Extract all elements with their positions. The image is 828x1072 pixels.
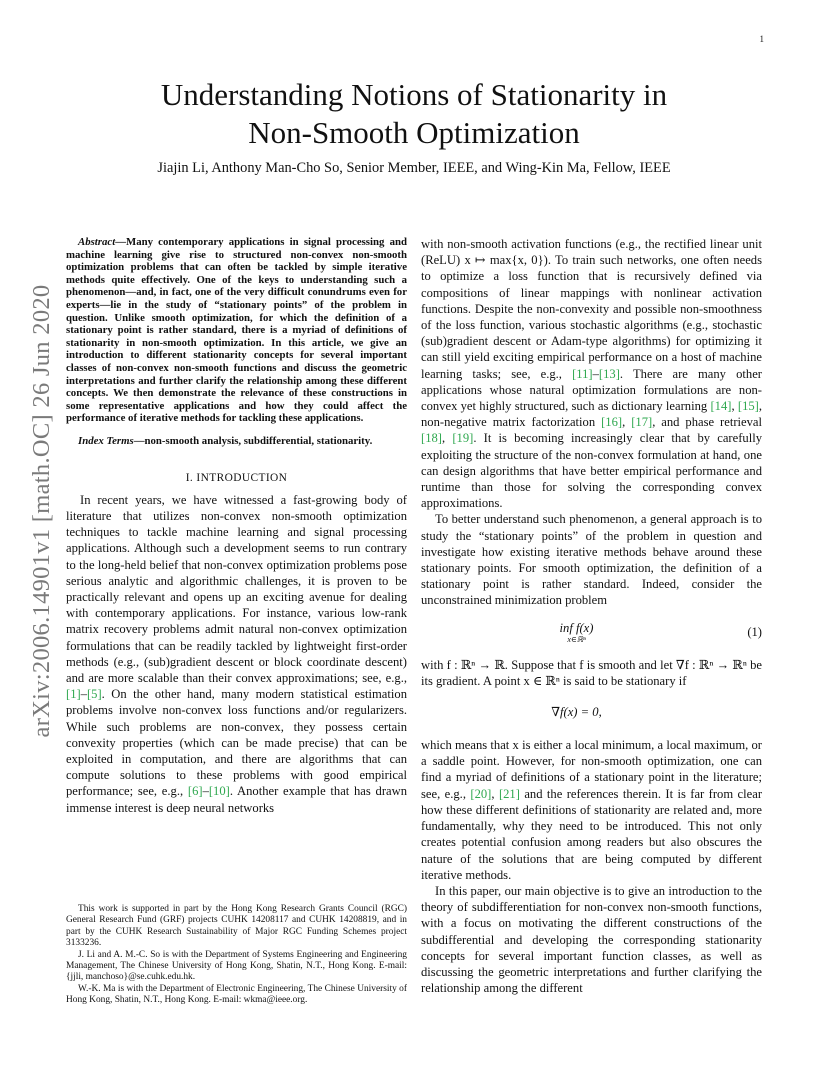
citation-link[interactable]: [10] xyxy=(208,784,230,799)
page-number: 1 xyxy=(759,34,764,44)
body-text: , and phase retrieval xyxy=(652,415,763,430)
body-paragraph: To better understand such phenomenon, a general approach is to study the “stationary points” of the problem in question and investigate how existing iterative methods behave around these stationary points. For smooth optimization, the definition of a stationary point is rather standard. Indeed, consider the unconstrained minimization problem xyxy=(421,512,762,608)
body-text: . It is becoming increasingly clear that by carefully exploiting the structure of the non-convex formulation at hand, one can design algorithms that have better empirical performance and runtime than those for solving the corresponding convex approximations. xyxy=(421,431,763,511)
intro-text: . Another example that has drawn immense interest is deep neural networks xyxy=(66,784,407,815)
equation-text: inf f(x) xyxy=(559,620,594,635)
citation-link[interactable]: [21] xyxy=(498,786,520,801)
index-terms xyxy=(66,435,407,448)
arxiv-stamp xyxy=(22,276,62,746)
arxiv-stamp-text: arXiv:2006.14901v1 [math.OC] 26 Jun 2020 xyxy=(28,284,55,738)
body-paragraph xyxy=(421,737,762,883)
citation-link[interactable]: [18] xyxy=(421,431,442,446)
footnote-funding: This work is supported in part by the Hong Kong Research Grants Council (RGC) General Research Fund (GRF) projects CUHK 14208117 and CUHK 14208819, and in part by the CUHK Research Sustainability of Major RGC Funding Schemes project 3133236. xyxy=(66,904,407,949)
abstract-lead: Abstract xyxy=(78,236,116,248)
citation-link[interactable]: [15] xyxy=(737,399,759,414)
footnotes xyxy=(66,904,407,1007)
body-text: , non-negative matrix factorization xyxy=(421,399,763,430)
section-heading: I. INTRODUCTION xyxy=(185,471,288,484)
body-text: which means that x is either a local minimum, a local maximum, or a saddle point. However, for non-smooth optimization, one can find a myriad of definitions of a stationary point in the literature; see, e.g., xyxy=(421,738,762,801)
footnote-affiliation-2: W.-K. Ma is with the Department of Electronic Engineering, The Chinese University of Hong Kong, Shatin, N.T., Hong Kong. E-mail: wkma@ieee.org. xyxy=(66,983,407,1006)
equation-1 xyxy=(421,617,762,647)
intro-paragraph xyxy=(66,492,407,816)
body-paragraph xyxy=(421,236,762,511)
citation-link[interactable]: [16] xyxy=(601,415,623,430)
citation-link[interactable]: [19] xyxy=(452,431,474,446)
intro-text: – xyxy=(202,784,209,799)
citation-link[interactable]: [6] xyxy=(187,784,203,799)
footnote-affiliation-1: J. Li and A. M.-C. So is with the Department of Systems Engineering and Engineering Management, The Chinese University of Hong Kong, Shatin, N.T., Hong Kong. E-mail: {jjli, manchoso}@se.cuhk.edu.hk. xyxy=(66,949,407,983)
body-text: and the references therein. It is far from clear how these different definitions of stationarity are related and, more fundamentally, why they need to be introduced. This not only creates potential confusion among readers but also obscures the nature of the solutions that are being computed by different iterative methods. xyxy=(421,786,763,882)
author-list: Jiajin Li, Anthony Man-Cho So, Senior Member, IEEE, and Wing-Kin Ma, Fellow, IEEE xyxy=(157,160,671,176)
citation-link[interactable]: [14] xyxy=(710,399,732,414)
abstract-text: —Many contemporary applications in signal processing and machine learning give rise to structured non-convex non-smooth optimization problems that can often be tackled by simple iterative methods quite effectively. One of the keys to understanding such a phenomenon—and, in fact, one of the very difficult conundrums even for experts—lie in the study of “stationary points” of the problem in question. Unlike smooth optimization, for which the definition of a stationary point is rather standard, there is a myriad of definitions of stationarity in non-smooth optimization. In this article, we give an introduction to different stationarity concepts for several important classes of non-convex non-smooth functions and discuss the geometric interpretations and further clarify the relationship among these different concepts. We then demonstrate the relevance of these constructions in some representative applications and how they could affect the performance of iterative methods for tackling these applications. xyxy=(66,236,407,425)
equation-body: ∇f(x) = 0, xyxy=(551,704,602,719)
body-paragraph: with f : ℝⁿ → ℝ. Suppose that f is smooth and let ∇f : ℝⁿ → ℝⁿ be its gradient. A point x ∈ ℝⁿ is said to be stationary if xyxy=(421,657,762,688)
intro-text: – xyxy=(80,687,87,702)
body-text: , xyxy=(622,415,632,430)
index-terms-lead: Index Terms xyxy=(78,434,134,447)
body-text: . There are many other applications whose natural optimization formulations are non-convex yet highly structured, such as dictionary learning xyxy=(421,366,763,414)
equation-number: (1) xyxy=(747,624,762,639)
body-text: – xyxy=(592,366,599,381)
citation-link[interactable]: [13] xyxy=(598,366,620,381)
body-text: , xyxy=(731,399,738,414)
intro-text: In recent years, we have witnessed a fast-growing body of literature that utilizes non-convex non-smooth optimization techniques to tackle machine learning and signal processing applications. Although such a development seems to run contrary to the long-held belief that non-convex optimization problems pose serious analytic and algorithmic challenges, it is proven to be practically relevant and opens up an exciting avenue for dealing with contemporary applications. For instance, various low-rank matrix recovery problems admit natural non-convex optimization formulations that can be readily tackled by lightweight first-order methods (e.g., (sub)gradient descent or block coordinate descent) and are more scalable than their convex approximations; see, e.g., xyxy=(66,492,407,685)
left-column xyxy=(66,236,407,816)
citation-link[interactable]: [17] xyxy=(631,415,653,430)
body-paragraph: In this paper, our main objective is to give an introduction to the theory of subdifferentiation for non-convex non-smooth functions, with a focus on motivating the different constructions of the subdifferential and developing the corresponding stationarity concepts for several important function classes, as well as discussing the geometric interpretations and further clarifying the relationship among the different xyxy=(421,883,762,996)
body-text: , xyxy=(491,786,499,801)
citation-link[interactable]: [20] xyxy=(470,786,492,801)
body-text: , xyxy=(441,431,453,446)
body-text: with non-smooth activation functions (e.g., the rectified linear unit (ReLU) x ↦ max{x, 0}). To train such networks, one often needs to optimize a loss function that is recursively defined via compositions of linear mappings with nonlinear activation functions. Despite the non-convexity and possible non-smoothness of the loss function, various stochastic algorithms (e.g., stochastic (sub)gradient descent or Adam-type algorithms) for optimizing it can still yield exciting empirical performance on a host of machine learning tasks; see, e.g., xyxy=(421,237,762,381)
right-column xyxy=(421,236,762,996)
equation-subscript: x∈ℝⁿ xyxy=(567,634,586,644)
title-line-2: Non-Smooth Optimization xyxy=(248,115,580,150)
intro-text: . On the other hand, many modern statistical estimation problems involve non-convex loss functions and/or regularizers. While such problems are non-convex, they possess certain convexity properties (which can be made precise) that can be exploited in computation, and there are algorithms that can compute solutions to these problems with good empirical performance; see, e.g., xyxy=(66,687,407,799)
citation-link[interactable]: [1] xyxy=(66,687,81,702)
equation-body xyxy=(421,620,732,644)
citation-link[interactable]: [5] xyxy=(86,687,102,702)
abstract xyxy=(66,236,407,425)
title-line-1: Understanding Notions of Stationarity in xyxy=(160,77,668,112)
equation-2 xyxy=(421,697,762,727)
citation-link[interactable]: [11] xyxy=(572,366,593,381)
index-terms-text: —non-smooth analysis, subdifferential, stationarity. xyxy=(133,434,373,447)
paper-title xyxy=(0,76,828,152)
